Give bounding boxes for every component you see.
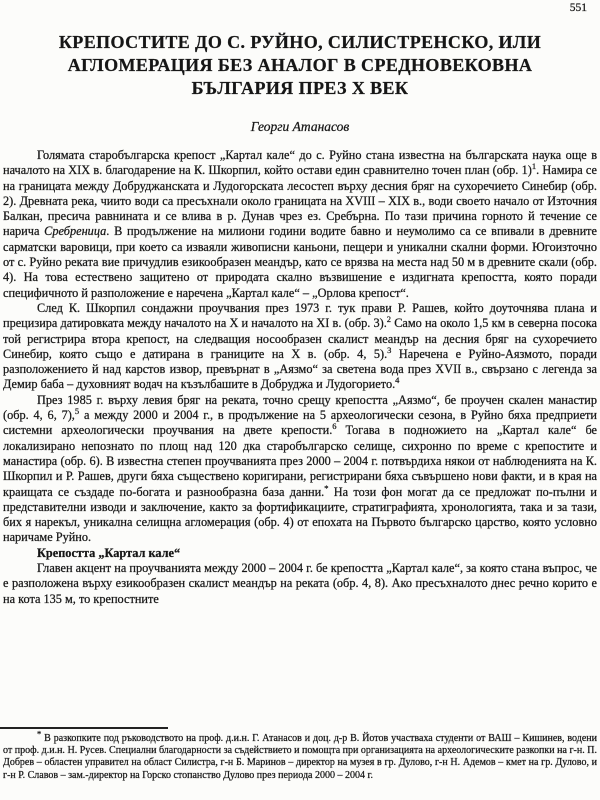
page-number: 551 xyxy=(569,2,587,14)
paragraph-history: След К. Шкорпил сондажни проучвания през 1973 г. тук прави Р. Рашев, който доуточнява плана и прецизира датировката между началото на X и началото на XI в. (обр. 3).$^2$ Само на около 1,5 км в северна посока той регистрира втора крепост, на следващия носообразен скалист меандър на десния бряг на сухоречието Синебир, която също е датирана в границите на X в. (обр. 4, 5).$^3$ Наречена е Руйно-Аязмото, поради разположението й над карстов извор, превърнат в „Аязмо“ за светена вода през XVII в., свързано с легенда за Демир баба – духовният водач на къзълбашите в Добруджа и Лудогорието.$^4$ xyxy=(3,300,597,392)
paragraph-intro: Голямата старобългарска крепост „Картал кале“ до с. Руйно стана известна на българската наука още в началото на XIX в. благодарение на К. Шкорпил, който остави един сравнително точен план (обр. 1)$^1$. Намира се на границата между Добруджанската и Лудогорската лесостеп върху десния бряг на сухоречието Синебир (обр. 2). Древната река, чиито води са пресъхнали около границата на XVIII – XIX в., води своето начало от Източния Балкан, пресича равнината и се влива в р. Дунав чрез ез. Сребърна. По тази причина горното й течение се нарича Сребреница. В продължение на милиони години водите бавно и неумолимо са се впивали в древните сарматски варовици, при което са изваяли живописни каньони, пещери и уникални скални форми. Югоизточно от с. Руйно реката вие причудлив езикообразен меандър, като се врязва на места над 50 м в древните скали (обр. 4). На това естествено защитено от природата скално възвишение е издигната крепостта, която поради специфичното й разположение е наречена „Картал кале“ – „Орлова крепост“. xyxy=(3,148,597,300)
article-title xyxy=(11,31,589,100)
article-body xyxy=(3,148,597,607)
author-name: Георги Атанасов xyxy=(250,119,350,134)
paragraph-fortress: Главен акцент на проучванията между 2000 – 2004 г. бе крепостта „Картал кале“, за която стана въпрос, че е разположена върху езикообразен скалист меандър на реката (обр. 4, 8). Ако пресъхналото днес речно корито е на кота 135 м, то крепостните xyxy=(3,561,597,606)
paragraph-research: През 1985 г. върху левия бряг на реката, точно срещу крепостта „Аязмо“, бе проучен скален манастир (обр. 4, 6, 7),$^5$ а между 2000 и 2004 г., в продължение на 5 археологически сезона, в Руйно бяха предприети системни археологически проучвания на двете крепости.$^6$ Тогава в подножието на „Картал кале“ бе локализирано непознато по площ над 120 дка старобългарско селище, сихронно по време с крепостите и манастира (обр. 6). В известна степен проучванията през 2000 – 2004 г. потвърдиха някои от наблюденията на К. Шкорпил и Р. Рашев, други бяха съществено коригирани, регистрирани бяха съвършено нови факти, и в края на краищата се създаде по-богата и разнообразна база данни.* На този фон могат да се предложат по-пълни и представителни изводи и заключение, както за фортификациите, стратиграфията, хронологията, така и за тази, бих я нарекъл, уникална селищна агломерация (обр. 4) от епохата на Първото българско царство, която условно наричаме Руйно. xyxy=(3,392,598,545)
title-line-1: КРЕПОСТИТЕ ДО С. РУЙНО, СИЛИСТРЕНСКО, ИЛИ xyxy=(58,32,542,52)
footnote-text: * В разкопките под ръководството на проф. д.и.н. Г. Атанасов и доц. д-р В. Йотов участваха студенти от ВАШ – Кишинев, водени от проф. д.и.н. Н. Русев. Специални благодарности за съдействието и помощта при организацията на археологическите разкопки на г-н. П. Добрев – областен управител на област Силистра, г-н Б. Маринов – директор на музея в гр. Дулово, г-н Н. Адемов – кмет на гр. Дулово, и г-н Р. Славов – зам.-директор на Горско стопанство Дулово през периода 2000 – 2004 г. xyxy=(3,728,597,781)
title-line-2: АГЛОМЕРАЦИЯ БЕЗ АНАЛОГ В СРЕДНОВЕКОВНА xyxy=(67,55,533,75)
section-heading-kartal-kale: Крепостта „Картал кале“ xyxy=(37,545,181,560)
footnote-separator xyxy=(0,727,168,729)
title-line-3: БЪЛГАРИЯ ПРЕЗ X ВЕК xyxy=(191,78,409,98)
footnote-area xyxy=(0,727,597,782)
